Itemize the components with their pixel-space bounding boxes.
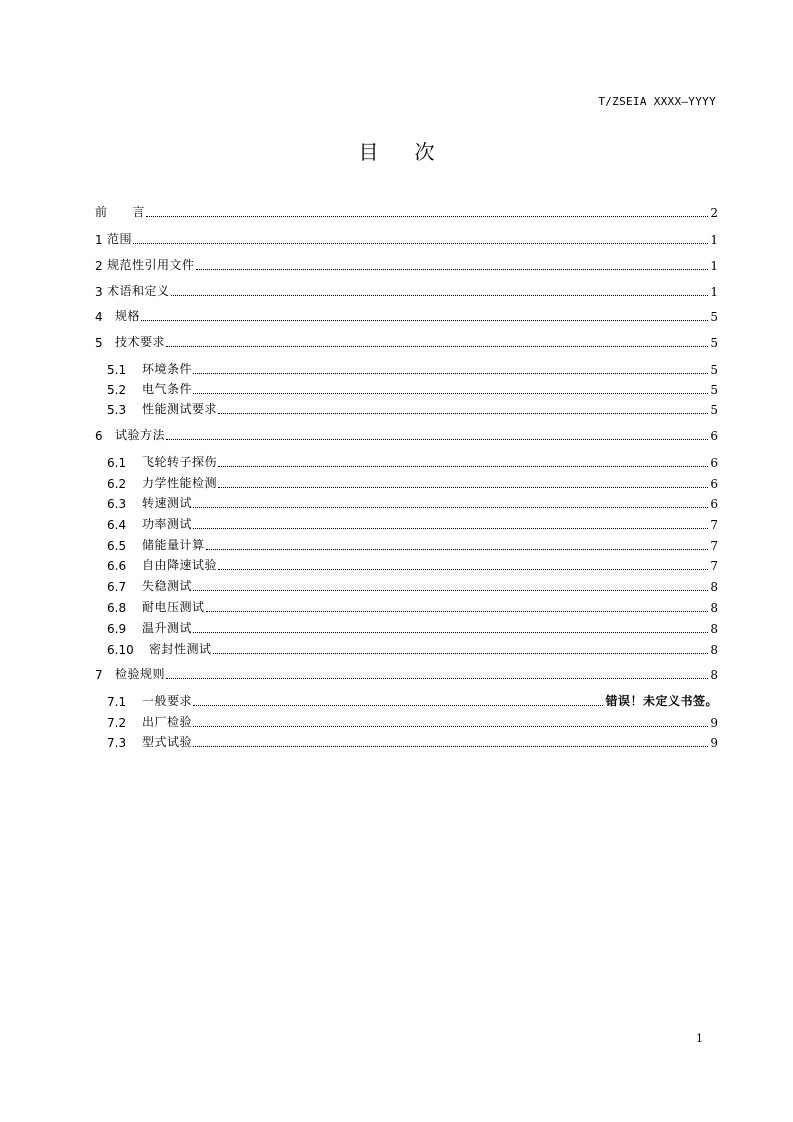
toc-entry-page: 6 bbox=[710, 456, 718, 470]
dot-leader bbox=[193, 725, 708, 727]
toc-entry-number: 7 bbox=[95, 668, 103, 682]
dot-leader bbox=[133, 242, 708, 244]
dot-leader bbox=[166, 345, 708, 347]
toc-entry-page: 5 bbox=[710, 383, 718, 397]
dot-leader bbox=[193, 745, 708, 747]
toc-entry-label: 失稳测试 bbox=[142, 579, 193, 593]
toc-entry-number: 6.8 bbox=[107, 601, 127, 615]
toc-entry-number: 6.7 bbox=[107, 580, 127, 594]
toc-entry-label: 转速测试 bbox=[142, 496, 193, 510]
toc-entry[interactable] bbox=[107, 574, 718, 594]
toc-entry-number: 6.5 bbox=[107, 539, 127, 553]
toc-entry-label: 范围 bbox=[107, 232, 133, 246]
toc-entry[interactable] bbox=[107, 397, 718, 417]
toc-entry-label: 电气条件 bbox=[142, 382, 193, 396]
toc-entry[interactable] bbox=[107, 450, 718, 470]
dot-leader bbox=[218, 486, 708, 488]
toc-entry[interactable] bbox=[107, 533, 718, 553]
toc-entry-number: 5 bbox=[95, 336, 103, 350]
toc-entry-number: 6.6 bbox=[107, 559, 127, 573]
page-number: 1 bbox=[696, 1032, 703, 1045]
toc-entry[interactable] bbox=[107, 730, 718, 750]
toc-entry-page: 9 bbox=[710, 736, 718, 750]
toc-entry-page: 7 bbox=[710, 518, 718, 532]
toc-entry-label: 环境条件 bbox=[142, 362, 193, 376]
toc-entry-label: 性能测试要求 bbox=[142, 402, 218, 416]
toc-entry-label: 功率测试 bbox=[142, 517, 193, 531]
dot-leader bbox=[196, 268, 709, 270]
toc-entry-page: 6 bbox=[710, 477, 718, 491]
toc-entry-number: 6.2 bbox=[107, 477, 127, 491]
dot-leader bbox=[193, 631, 708, 633]
toc-entry-label: 力学性能检测 bbox=[142, 476, 218, 490]
toc-entry-number: 7.2 bbox=[107, 716, 127, 730]
toc-entry-label: 规格 bbox=[115, 309, 141, 323]
dot-leader bbox=[193, 392, 708, 394]
toc-entry-page: 7 bbox=[710, 559, 718, 573]
toc-entry-label: 型式试验 bbox=[142, 735, 193, 749]
toc-entry[interactable] bbox=[107, 616, 718, 636]
toc-entry-label: 飞轮转子探伤 bbox=[142, 455, 218, 469]
toc-entry-label: 耐电压测试 bbox=[142, 600, 205, 614]
toc-entry-label: 储能量计算 bbox=[142, 538, 205, 552]
toc-entry-number: 5.1 bbox=[107, 363, 127, 377]
toc-entry-number: 6.4 bbox=[107, 518, 127, 532]
toc-title: 目次 bbox=[358, 140, 471, 164]
toc-entry-label: 术语和定义 bbox=[107, 284, 170, 298]
toc-entry-label: 温升测试 bbox=[142, 621, 193, 635]
toc-entry-number: 6.1 bbox=[107, 456, 127, 470]
toc-entry-page: 8 bbox=[710, 601, 718, 615]
toc-entry-number: 6 bbox=[95, 429, 103, 443]
toc-entry-number: 7.1 bbox=[107, 695, 127, 709]
toc-entry-number: 5.3 bbox=[107, 403, 127, 417]
toc-entry-page: 8 bbox=[710, 622, 718, 636]
toc-entry-number: 5.2 bbox=[107, 383, 127, 397]
dot-leader bbox=[193, 506, 708, 508]
toc-entry-number: 1 bbox=[95, 233, 103, 247]
toc-entry-label: 自由降速试验 bbox=[142, 558, 218, 572]
toc-entry-page: 5 bbox=[710, 310, 718, 324]
toc-entry[interactable] bbox=[95, 330, 718, 350]
toc-entry-page: 5 bbox=[710, 403, 718, 417]
toc-entry-number: 6.9 bbox=[107, 622, 127, 636]
dot-leader bbox=[193, 589, 708, 591]
toc-entry[interactable] bbox=[107, 689, 718, 709]
toc-entry-page: 8 bbox=[710, 643, 718, 657]
toc-entry-label: 试验方法 bbox=[115, 428, 166, 442]
toc-entry-error-message: 错误！未定义书签。 bbox=[605, 694, 718, 708]
toc-entry[interactable] bbox=[107, 357, 718, 377]
toc-entry-page: 5 bbox=[710, 336, 718, 350]
toc-entry[interactable] bbox=[95, 253, 718, 273]
toc-entry[interactable] bbox=[95, 304, 718, 324]
toc-entry[interactable] bbox=[95, 423, 718, 443]
dot-leader bbox=[218, 465, 708, 467]
toc-entry-page: 8 bbox=[710, 668, 718, 682]
toc-entry[interactable] bbox=[107, 491, 718, 511]
toc-entry[interactable] bbox=[107, 377, 718, 397]
toc-entry-page: 8 bbox=[710, 580, 718, 594]
dot-leader bbox=[166, 677, 708, 679]
toc-entry-page: 1 bbox=[710, 285, 718, 299]
toc-entry-number: 4 bbox=[95, 310, 103, 324]
toc-entry-label: 前 言 bbox=[95, 205, 146, 219]
toc-entry-page: 7 bbox=[710, 539, 718, 553]
toc-entry-number: 7.3 bbox=[107, 736, 127, 750]
toc-entry-page: 9 bbox=[710, 716, 718, 730]
dot-leader bbox=[193, 372, 708, 374]
toc-entry[interactable] bbox=[107, 637, 718, 657]
toc-entry-label: 技术要求 bbox=[115, 335, 166, 349]
toc-entry-number: 6.3 bbox=[107, 497, 127, 511]
dot-leader bbox=[171, 294, 709, 296]
toc-entry-number: 2 bbox=[95, 259, 103, 273]
toc-entry-label: 一般要求 bbox=[142, 694, 193, 708]
dot-leader bbox=[166, 438, 708, 440]
dot-leader bbox=[206, 548, 709, 550]
toc-entry-label: 规范性引用文件 bbox=[107, 258, 195, 272]
toc-entry[interactable] bbox=[107, 595, 718, 615]
toc-entry-number: 6.10 bbox=[107, 643, 134, 657]
toc-entry-page: 5 bbox=[710, 363, 718, 377]
toc-entry-label: 出厂检验 bbox=[142, 715, 193, 729]
dot-leader bbox=[193, 704, 603, 706]
toc-entry[interactable] bbox=[95, 227, 718, 247]
toc-entry[interactable] bbox=[95, 200, 718, 220]
dot-leader bbox=[141, 319, 708, 321]
toc-entry-page: 2 bbox=[710, 206, 718, 220]
toc-entry-page: 1 bbox=[710, 259, 718, 273]
toc-entry-label: 检验规则 bbox=[115, 667, 166, 681]
toc-entry[interactable] bbox=[107, 710, 718, 730]
toc-entry-page: 6 bbox=[710, 497, 718, 511]
dot-leader bbox=[206, 610, 709, 612]
dot-leader bbox=[193, 527, 708, 529]
toc-entry[interactable] bbox=[107, 553, 718, 573]
dot-leader bbox=[218, 412, 708, 414]
dot-leader bbox=[213, 652, 709, 654]
dot-leader bbox=[218, 568, 708, 570]
toc-entry[interactable] bbox=[95, 279, 718, 299]
dot-leader bbox=[146, 215, 708, 217]
toc-entry[interactable] bbox=[107, 512, 718, 532]
toc-entry[interactable] bbox=[107, 471, 718, 491]
toc-entry[interactable] bbox=[95, 662, 718, 682]
document-code: T/ZSEIA XXXX—YYYY bbox=[598, 95, 716, 108]
toc-entry-page: 6 bbox=[710, 429, 718, 443]
toc-entry-page: 1 bbox=[710, 233, 718, 247]
toc-entry-label: 密封性测试 bbox=[149, 642, 212, 656]
toc-entry-number: 3 bbox=[95, 285, 103, 299]
